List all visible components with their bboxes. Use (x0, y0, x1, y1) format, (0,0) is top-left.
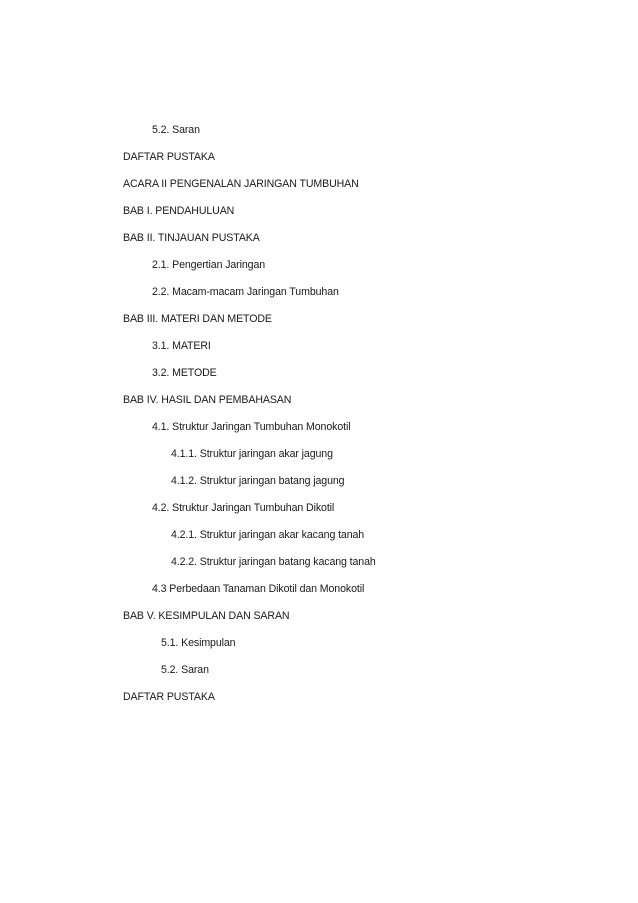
toc-entry-4-2-1: 4.2.1. Struktur jaringan akar kacang tanah (171, 529, 365, 541)
toc-entry-acara-ii: ACARA II PENGENALAN JARINGAN TUMBUHAN (123, 178, 359, 190)
toc-entry-bab-iii: BAB III. MATERI DAN METODE (123, 313, 272, 325)
toc-entry-saran: 5.2. Saran (152, 124, 200, 136)
toc-entry-5-2: 5.2. Saran (161, 664, 209, 676)
toc-entry-bab-ii: BAB II. TINJAUAN PUSTAKA (123, 232, 260, 244)
toc-entry-bab-v: BAB V. KESIMPULAN DAN SARAN (123, 610, 290, 622)
toc-entry-bab-i: BAB I. PENDAHULUAN (123, 205, 235, 217)
toc-entry-daftar-pustaka-final: DAFTAR PUSTAKA (123, 691, 215, 703)
toc-entry-4-3: 4.3 Perbedaan Tanaman Dikotil dan Monokotil (152, 583, 365, 595)
toc-entry-4-2-2: 4.2.2. Struktur jaringan batang kacang tanah (171, 556, 376, 568)
toc-entry-3-1: 3.1. MATERI (152, 340, 211, 352)
toc-entry-4-1: 4.1. Struktur Jaringan Tumbuhan Monokotil (152, 421, 351, 433)
toc-entry-4-1-2: 4.1.2. Struktur jaringan batang jagung (171, 475, 345, 487)
toc-entry-4-1-1: 4.1.1. Struktur jaringan akar jagung (171, 448, 333, 460)
toc-entry-2-2: 2.2. Macam-macam Jaringan Tumbuhan (152, 286, 339, 298)
toc-entry-5-1: 5.1. Kesimpulan (161, 637, 236, 649)
toc-entry-daftar-pustaka: DAFTAR PUSTAKA (123, 151, 215, 163)
toc-entry-2-1: 2.1. Pengertian Jaringan (152, 259, 266, 271)
toc-entry-3-2: 3.2. METODE (152, 367, 217, 379)
toc-entry-bab-iv: BAB IV. HASIL DAN PEMBAHASAN (123, 394, 292, 406)
toc-entry-4-2: 4.2. Struktur Jaringan Tumbuhan Dikotil (152, 502, 335, 514)
